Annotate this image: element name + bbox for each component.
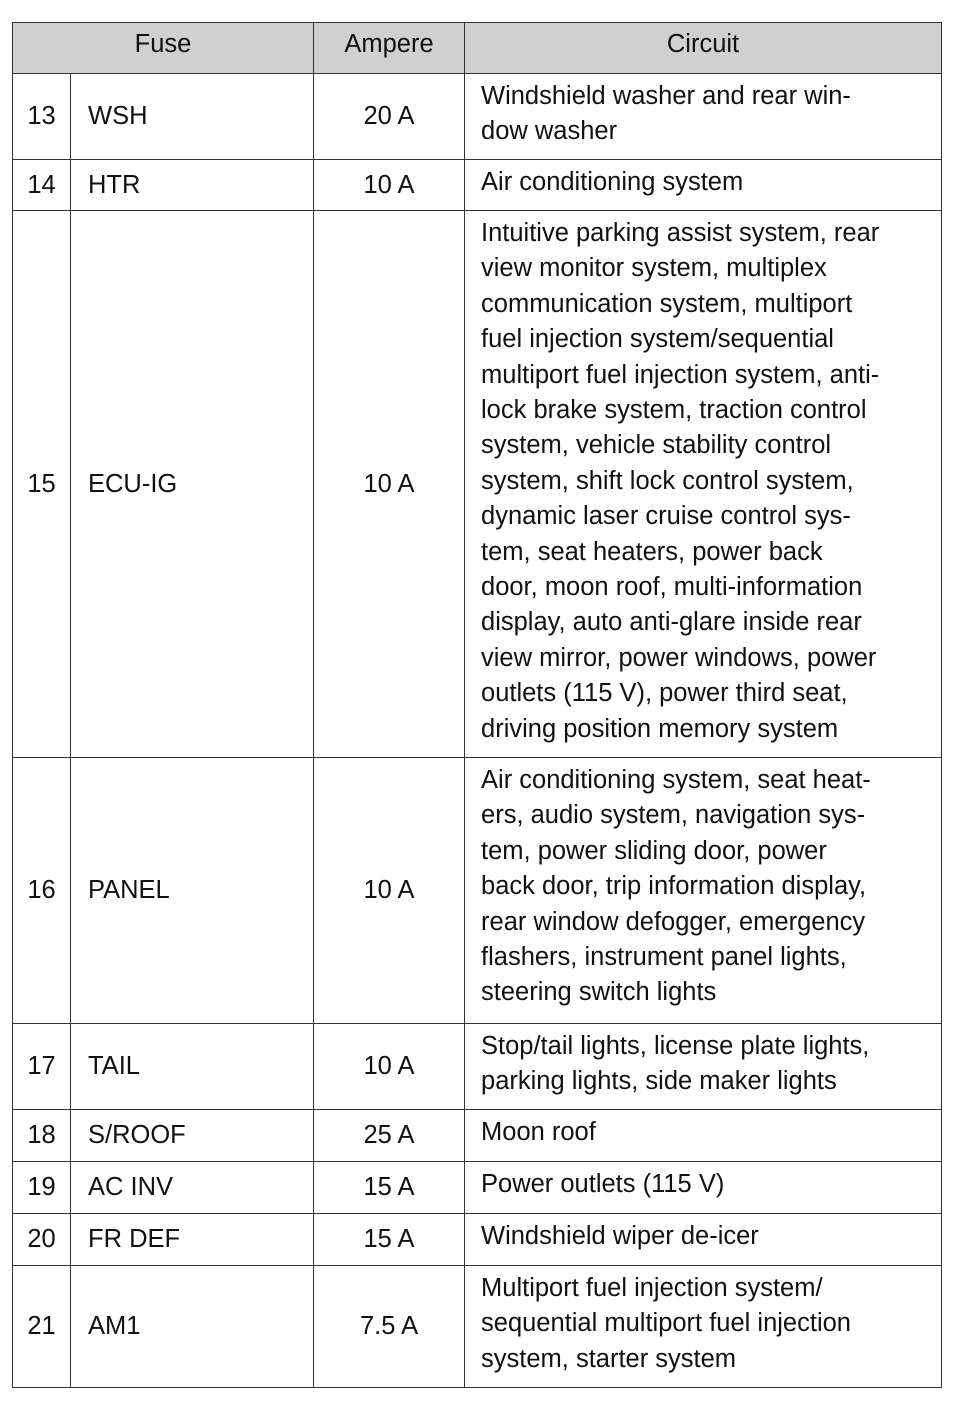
header-ampere: Ampere	[314, 23, 465, 74]
table-row	[13, 1162, 942, 1214]
fuse-name: HTR	[71, 160, 314, 211]
fuse-ampere: 10 A	[314, 160, 465, 211]
fuse-table	[12, 22, 942, 1388]
table-row	[13, 1110, 942, 1162]
fuse-name: WSH	[71, 74, 314, 160]
fuse-number: 16	[13, 758, 71, 1024]
header-fuse: Fuse	[13, 23, 314, 74]
table-header-row	[13, 23, 942, 74]
fuse-number: 17	[13, 1024, 71, 1110]
fuse-number: 20	[13, 1214, 71, 1266]
fuse-number: 13	[13, 74, 71, 160]
table-row	[13, 160, 942, 211]
fuse-number: 18	[13, 1110, 71, 1162]
fuse-name: FR DEF	[71, 1214, 314, 1266]
fuse-circuit: Intuitive parking assist system, rear view monitor system, multiplex communication system, multiport fuel injection system/sequential multiport fuel injection system, anti- lock brake system, traction control system, vehicle stability control system, shift lock control system, dynamic laser cruise control sys- tem, seat heaters, power back door, moon roof, multi-information display, auto anti-glare inside rear view mirror, power windows, power outlets (115 V), power third seat, driving position memory system	[465, 211, 942, 758]
fuse-circuit: Moon roof	[465, 1110, 942, 1162]
fuse-name: AM1	[71, 1266, 314, 1388]
fuse-circuit: Air conditioning system, seat heat- ers, audio system, navigation sys- tem, power sliding door, power back door, trip information display, rear window defogger, emergency flashers, instrument panel lights, steering switch lights	[465, 758, 942, 1024]
table-row	[13, 1214, 942, 1266]
fuse-name: ECU-IG	[71, 211, 314, 758]
fuse-ampere: 7.5 A	[314, 1266, 465, 1388]
fuse-ampere: 15 A	[314, 1214, 465, 1266]
fuse-ampere: 20 A	[314, 74, 465, 160]
fuse-number: 15	[13, 211, 71, 758]
fuse-name: TAIL	[71, 1024, 314, 1110]
fuse-name: AC INV	[71, 1162, 314, 1214]
fuse-number: 14	[13, 160, 71, 211]
fuse-circuit: Air conditioning system	[465, 160, 942, 211]
fuse-ampere: 25 A	[314, 1110, 465, 1162]
table-row	[13, 211, 942, 758]
fuse-circuit: Stop/tail lights, license plate lights, parking lights, side maker lights	[465, 1024, 942, 1110]
fuse-number: 19	[13, 1162, 71, 1214]
table-row	[13, 1024, 942, 1110]
table-row	[13, 1266, 942, 1388]
header-circuit: Circuit	[465, 23, 942, 74]
fuse-name: S/ROOF	[71, 1110, 314, 1162]
fuse-circuit: Multiport fuel injection system/ sequential multiport fuel injection system, starter system	[465, 1266, 942, 1388]
fuse-circuit: Windshield washer and rear win- dow washer	[465, 74, 942, 160]
table-row	[13, 74, 942, 160]
fuse-ampere: 15 A	[314, 1162, 465, 1214]
fuse-circuit: Windshield wiper de-icer	[465, 1214, 942, 1266]
fuse-ampere: 10 A	[314, 211, 465, 758]
fuse-ampere: 10 A	[314, 1024, 465, 1110]
fuse-circuit: Power outlets (115 V)	[465, 1162, 942, 1214]
fuse-ampere: 10 A	[314, 758, 465, 1024]
fuse-number: 21	[13, 1266, 71, 1388]
fuse-name: PANEL	[71, 758, 314, 1024]
table-row	[13, 758, 942, 1024]
